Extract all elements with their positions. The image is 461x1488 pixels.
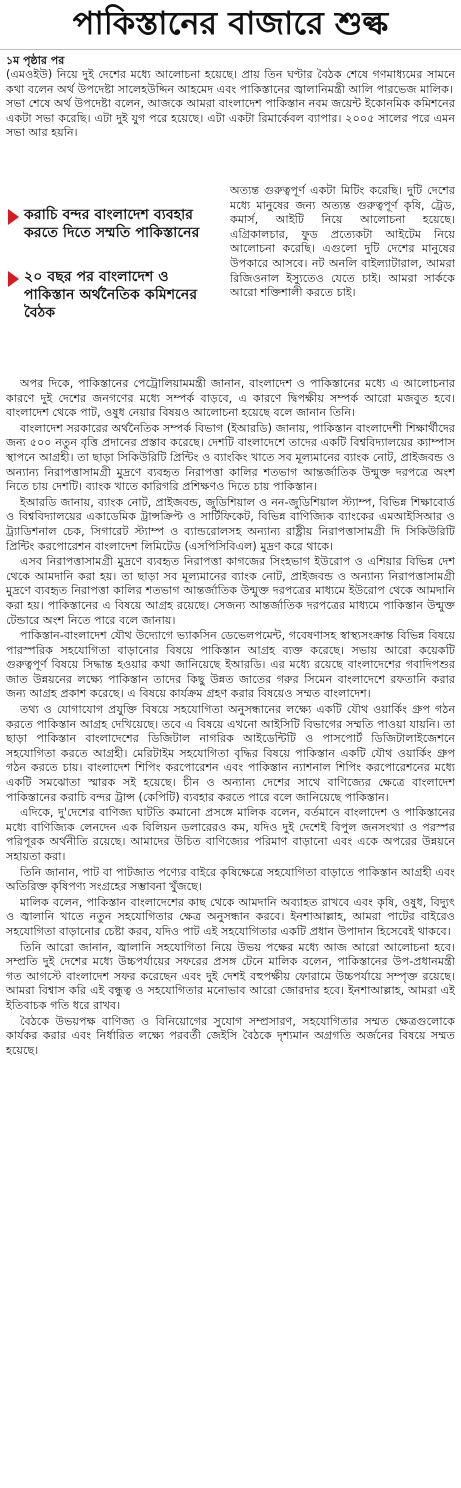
headline-divider bbox=[0, 49, 461, 50]
article-body bbox=[6, 377, 455, 1059]
body-paragraph: পাকিস্তান-বাংলাদেশ যৌথ উদ্যোগে ভ্যাকসিন ডেভেলপমেন্ট, গবেষণাসহ স্বাস্থ্যসংক্রান্ত বিভিন্ন বিষয়ে পারস্পরিক সহযোগিতা বাড়ানোর বিষয়ে পাকিস্তান আগ্রহ ব্যক্ত করেছে। সভায় আরো কয়েকটি গুরুত্বপূর্ণ বিষয়ে সিদ্ধান্ত হওয়ার কথা জানিয়েছে ইআরডি। এর মধ্যে রয়েছে বাংলাদেশের গবাদিপশুর জাত উন্নয়নের লক্ষ্যে পাকিস্তান তাদের কিছু উন্নত জাতের গরুর সিমেন বাংলাদেশে রফতানি করার জন্য আগ্রহ প্রকাশ করেছে। এ বিষয়ে কার্যক্রম গ্রহণ করার বিষয়েও সম্মত বাংলাদেশ। bbox=[6, 629, 455, 701]
body-paragraph: ইআরডি জানায়, ব্যাংক নোট, প্রাইজবন্ড, জুডিশিয়াল ও নন-জুডিশিয়াল স্ট্যাম্প, বিভিন্ন শিক্ষাবোর্ড ও বিশ্ববিদ্যালয়ের একাডেমিক ট্রান্সক্রিপ্ট ও সার্টিফিকেট, বিভিন্ন বাণিজ্যিক ব্যাংকের এমআইসিআর ও ট্র্যাডিশনাল চেক, সিগারেট স্ট্যাম্প ও ব্যান্ডরোলসহ অন্যান্য রাষ্ট্রীয় নিরাপত্তাসামগ্রী দি সিকিউরিটি প্রিন্টিং করপোরেশন বাংলাদেশ লিমিটেড (এসপিসিবিএল) মুদ্রণ করে থাকে। bbox=[6, 495, 455, 553]
right-column-text bbox=[230, 184, 455, 301]
right-column-paragraph: অত্যন্ত গুরুত্বপূর্ণ একটা মিটিং করেছি। দুটি দেশের মধ্যে মানুষের জন্য অত্যন্ত গুরুত্বপূর্ণ কৃষি, ট্রেড, কমার্স, আইটি নিয়ে আলোচনা হয়েছে। এগ্রিকালচার, ফুড প্রত্যেকটা আইটেম নিয়ে আলোচনা করেছি। এগুলো দুটি দেশের মানুষের উপকারে আসবে। নট অনলি বাইল্যাটারাল, আমরা রিজিওনাল ইস্যুতেও যেতে চাই। আমরা সার্ককে আরো শক্তিশালী করতে চাই। bbox=[230, 184, 455, 300]
red-arrow-icon bbox=[8, 209, 19, 225]
continuation-label: ১ম পৃষ্ঠার পর bbox=[6, 54, 65, 67]
body-paragraph: এদিকে, দু'দেশের বাণিজ্য ঘাটতি কমানো প্রসঙ্গে মালিক বলেন, বর্তমানে বাংলাদেশ ও পাকিস্তানের মধ্যে বাণিজ্যিক লেনদেন এক বিলিয়ন ডলারেরও কম, যদিও দুই দেশেই বিপুল জনসংখ্যা ও পরস্পর পরিপূরক অর্থনীতি রয়েছে। আমাদের উচিত বাণিজ্যের পরিমাণ বাড়ানো এবং একে অপরের উন্নয়নে সহায়তা করা। bbox=[6, 806, 455, 863]
body-paragraph: তিনি আরো জানান, জ্বালানি সহযোগিতা নিয়ে উভয় পক্ষের মধ্যে আজ আরো আলোচনা হবে। সম্প্রতি দুই দেশের মধ্যে উচ্চপর্যায়ের সফরের প্রসঙ্গ টেনে মালিক বলেন, পাকিস্তানের উপ-প্রধানমন্ত্রী গত আগস্টে বাংলাদেশ সফর করেছেন এবং দুই দেশই বহুপক্ষীয় ফোরামে উচ্চপর্যায়ে সম্পৃক্ত রয়েছে। আমরা বিশ্বাস করি এই বন্ধুত্ব ও সহযোগিতার মনোভাব আরো জোরদার হবে। ইনশাআল্লাহ, আমরা এই ইতিবাচক গতি ধরে রাখব। bbox=[6, 940, 455, 1012]
pull-quote-box bbox=[4, 198, 200, 322]
body-paragraph: বৈঠকে উভয়পক্ষ বাণিজ্য ও বিনিয়োগের সুযোগ সম্প্রসারণ, সহযোগিতার সম্মত ক্ষেত্রগুলোকে কার্যকর করার এবং নির্ধারিত লক্ষ্যে পরবর্তী জেইসি বৈঠকে দৃশ্যমান অগ্রগতি অর্জনের বিষয়ে সম্মত হয়েছে। bbox=[6, 1014, 455, 1057]
body-paragraph: তিনি জানান, পাট বা পাটজাত পণ্যের বাইরে কৃষিক্ষেত্রে সহযোগিতা বাড়াতে পাকিস্তান আগ্রহী এবং অতিরিক্ত কৃষিপণ্য সংগ্রহের সম্ভাবনা খুঁজছে। bbox=[6, 865, 455, 894]
body-paragraph: তথ্য ও যোগাযোগ প্রযুক্তি বিষয়ে সহযোগিতা অনুসন্ধানের লক্ষ্যে একটি যৌথ ওয়ার্কিং গ্রুপ গঠন করতে পাকিস্তান আগ্রহ দেখিয়েছে। তবে এ বিষয়ে এখনো আইসিটি বিভাগের সম্মতি পাওয়া যায়নি। তা ছাড়া পাকিস্তান বাংলাদেশের ডিজিটাল নাগরিক আইডেন্টিটি ও পাসপোর্ট ডিজিটালাইজেশনে সহযোগিতা করতে আগ্রহী। মেরিটাইম সহযোগিতা বৃদ্ধির বিষয়ে পাকিস্তান একটি যৌথ ওয়ার্কিং গ্রুপ গঠন করতে চায়। বাংলাদেশ শিপিং করপোরেশন এবং পাকিস্তান ন্যাশনাল শিপিং করপোরেশনের মধ্যে একটি সমঝোতা স্মারক সই হয়েছে। চীন ও অন্যান্য দেশের সাথে বাণিজ্যের ক্ষেত্রে বাংলাদেশ পাকিস্তানের করাচি বন্দর ট্রান্স (কেপিটি) ব্যবহার করতে পারে বলে জানিয়েছে পাকিস্তান। bbox=[6, 703, 455, 804]
pull-quote bbox=[4, 268, 200, 322]
body-paragraph: বাংলাদেশ সরকারের অর্থনৈতিক সম্পর্ক বিভাগ (ইআরডি) জানায়, পাকিস্তান বাংলাদেশী শিক্ষার্থীদের জন্য ৫০০ নতুন বৃত্তি প্রদানের প্রস্তাব করেছে। দেশটি বাংলাদেশে তাদের একটি বিশ্ববিদ্যালয়ের ক্যাম্পাস স্থাপনে আগ্রহী। তা ছাড়া সিকিউরিটি প্রিন্টিং ও ব্যাংকিং খাতে সব মূল্যমানের ব্যাংক নোট, প্রাইজবন্ড ও অন্যান্য নিরাপত্তাসামগ্রী মুদ্রণে ব্যবহৃত নিরাপত্তা কালির শতভাগ আন্তর্জাতিক উন্মুক্ত দরপত্রে অংশ নিতে চায় দেশটি। ব্যাংক খাতে কারিগরি প্রশিক্ষণও দিতে চায় পাকিস্তান। bbox=[6, 421, 455, 494]
pull-quote-text: করাচি বন্দর বাংলাদেশ ব্যবহার করতে দিতে সম্মতি পাকিস্তানের bbox=[24, 207, 200, 241]
body-paragraph: এসব নিরাপত্তাসামগ্রী মুদ্রণে ব্যবহৃত নিরাপত্তা কাগজের সিংহভাগ ইউরোপ ও এশিয়ার বিভিন্ন দেশ থেকে আমদানি করা হয়। তা ছাড়া সব মূল্যমানের ব্যাংক নোট, প্রাইজবন্ড ও অন্যান্য নিরাপত্তাসামগ্রী মুদ্রণে ব্যবহৃত নিরাপত্তা কালির শতভাগ আন্তর্জাতিক উন্মুক্ত দরপত্রের মাধ্যমে ইউরোপ থেকে আমদানি করা হয়। পাকিস্তানের এ বিষয়ে আগ্রহ রয়েছে। সেজন্য আন্তর্জাতিক দরপত্রের মাধ্যমে পাকিস্তান উন্মুক্ত টেন্ডারে অংশ নিতে পারে বলে জানায়। bbox=[6, 555, 455, 627]
red-arrow-icon bbox=[8, 271, 19, 287]
headline: পাকিস্তানের বাজারে শুল্ক bbox=[72, 4, 389, 42]
intro-paragraph: সভা শেষে অর্থ উপদেষ্টা বলেন, আজকে আমরা বাংলাদেশ পাকিস্তান নবম জয়েন্ট ইকোনমিক কমিশনের একটা সভা করেছি। এটা দুই যুগ পরে হয়েছে। এটা একটা রিমার্কেবল ব্যাপার। ২০০৫ সালের পরে এমন সভা আর হয়নি। bbox=[6, 97, 455, 140]
pull-quote-text: ২০ বছর পর বাংলাদেশ ও পাকিস্তান অর্থনৈতিক কমিশনের বৈঠক bbox=[24, 269, 198, 321]
intro-paragraph: (এমওইউ) নিয়ে দুই দেশের মধ্যে আলোচনা হয়েছে। প্রায় তিন ঘণ্টার বৈঠক শেষে গণমাধ্যমের সামনে কথা বলেন অর্থ উপদেষ্টা সালেহউদ্দিন আহমেদ এবং পাকিস্তানের জ্বালানিমন্ত্রী আলি পারভেজ মালিক। bbox=[6, 68, 455, 96]
intro-text bbox=[6, 68, 455, 141]
body-paragraph: অপর দিকে, পাকিস্তানের পেট্রোলিয়ামমন্ত্রী জানান, বাংলাদেশ ও পাকিস্তানের মধ্যে এ আলোচনার কারণে দুই দেশের জনগণের মধ্যে সম্পর্ক বাড়বে, এ কারণে দ্বিপক্ষীয় সম্পর্ক আরো মজবুত হবে। বাংলাদেশ থেকে পাট, ওষুধ নেয়ার বিষয়ও আলোচনা হয়েছে বলে জানান তিনি। bbox=[6, 377, 455, 420]
body-paragraph: মালিক বলেন, পাকিস্তান বাংলাদেশের কাছ থেকে আমদানি অব্যাহত রাখবে এবং কৃষি, ওষুধ, বিদ্যুৎ ও জ্বালানি খাতে নতুন সহযোগিতার ক্ষেত্র অনুসন্ধান করবে। ইনশাআল্লাহ, আমরা পাটের বাইরেও সহযোগিতা বাড়ানোর চেষ্টা করব, যদিও পাট এই সহযোগিতার একটি প্রধান উপাদান হিসেবেই থাকবে। bbox=[6, 895, 455, 938]
pull-quote bbox=[4, 206, 200, 242]
